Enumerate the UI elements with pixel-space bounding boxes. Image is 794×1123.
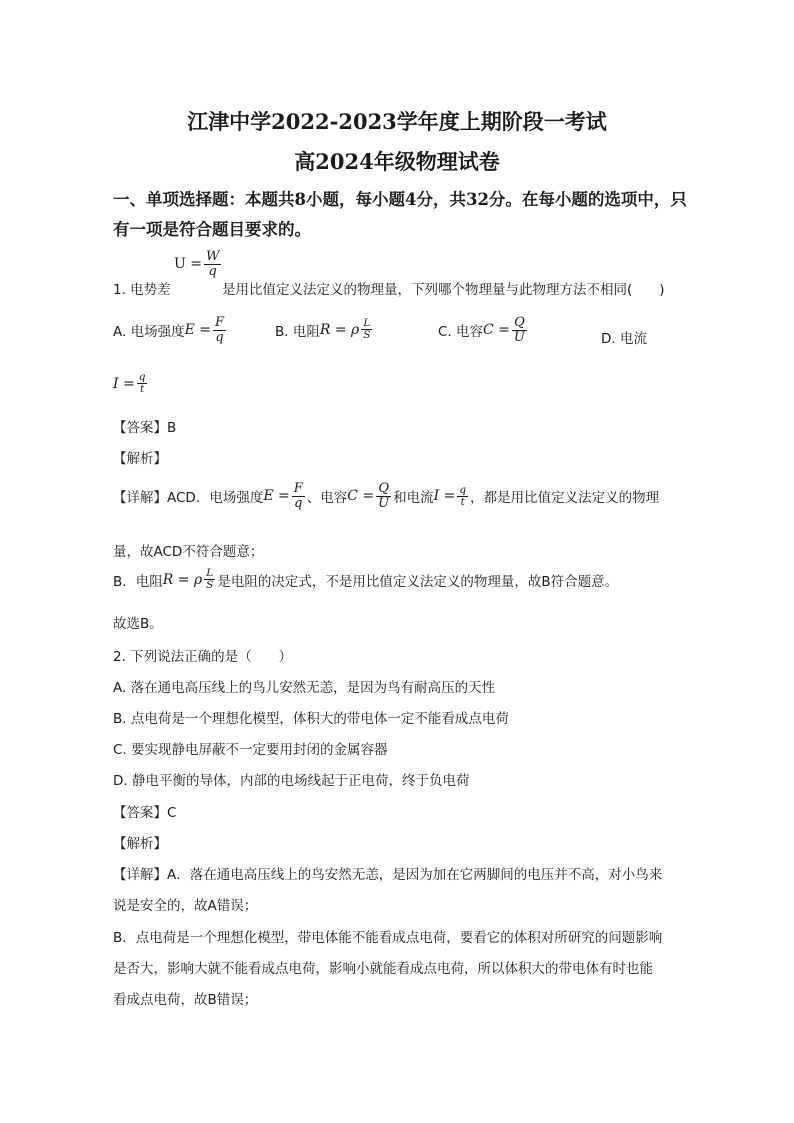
q1-answer: 【答案】B xyxy=(113,420,177,436)
q2-option-b: B. 点电荷是一个理想化模型，体积大的带电体一定不能看成点电荷 xyxy=(113,711,509,727)
q1-detail-b-den: S xyxy=(206,579,214,592)
q1-option-d-den: t xyxy=(139,383,145,396)
q1-detail-b-lhs: R = ρ xyxy=(162,571,203,588)
q2-detail-line2: 说是安全的，故A错误； xyxy=(113,898,258,914)
q1-detail-b-suffix: 是电阻的决定式，不是用比值定义法定义的物理量，故B符合题意。 xyxy=(217,573,619,590)
exam-title: 江津中学2022-2023学年度上期阶段一考试 xyxy=(187,109,607,134)
q1-detail-e-lhs: E = xyxy=(263,488,290,505)
q1-option-c-num: Q xyxy=(514,315,525,330)
q1-option-a-label: A. 电场强度 xyxy=(113,324,185,341)
q1-option-d-formula xyxy=(113,372,149,395)
q1-detail-b-num: L xyxy=(206,567,214,579)
q1-detail-line2: 量，故ACD不符合题意； xyxy=(113,544,264,560)
q1-option-a-lhs: E = xyxy=(184,322,211,339)
q1-option-d-num: q xyxy=(138,371,146,383)
q1-option-a-formula xyxy=(185,316,228,344)
q1-detail-part3: 和电流 xyxy=(393,490,434,507)
q1-detail-c-lhs: C = xyxy=(347,488,375,505)
q1-option-b-formula xyxy=(320,318,375,341)
section-heading-line1: 一、单项选择题：本题共8小题，每小题4分，共32分。在每小题的选项中，只 xyxy=(113,190,687,209)
q2-answer: 【答案】C xyxy=(113,805,177,821)
q1-option-c-formula xyxy=(483,316,529,344)
q1-detail-i-lhs: I = xyxy=(433,488,456,505)
q2-detail-line3: B．点电荷是一个理想化模型，带电体能不能看成点电荷，要看它的体积对所研究的问题影响 xyxy=(113,930,663,946)
q1-conclusion: 故选B。 xyxy=(113,616,163,632)
q2-detail-line1: 【详解】A．落在通电高压线上的鸟安然无恙，是因为加在它两脚间的电压并不高，对小鸟来 xyxy=(113,867,663,883)
q1-option-b-num: L xyxy=(363,317,371,329)
q2-option-a: A. 落在通电高压线上的鸟儿安然无恙，是因为鸟有耐高压的天性 xyxy=(113,680,496,696)
q1-option-c-label: C. 电容 xyxy=(438,324,484,341)
q2-option-d: D. 静电平衡的导体，内部的电场线起于正电荷，终于负电荷 xyxy=(113,773,470,789)
q1-option-c-lhs: C = xyxy=(483,322,510,339)
q1-detail-i-num: q xyxy=(459,483,467,496)
q1-detail-formula-e xyxy=(263,482,306,510)
q1-detail-part2: 、电容 xyxy=(306,490,348,507)
q1-option-a xyxy=(113,316,228,344)
q2-detail-line5: 看成点电荷，故B错误； xyxy=(113,992,258,1008)
q1-analysis-label: 【解析】 xyxy=(113,451,167,467)
q1-formula xyxy=(174,250,223,278)
q1-option-b-lhs: R = ρ xyxy=(319,321,360,338)
q1-detail-formula-c xyxy=(347,482,393,510)
q2-stem: 2. 下列说法正确的是（ ） xyxy=(113,649,293,665)
q2-analysis-label: 【解析】 xyxy=(113,836,167,852)
q1-detail-e-den: q xyxy=(294,495,303,511)
q1-detail-b-prefix: B．电阻 xyxy=(113,573,163,590)
q1-formula-lhs: U = xyxy=(174,256,202,273)
q1-formula-den: q xyxy=(208,263,217,279)
q2-detail-line4: 是否大，影响大就不能看成点电荷，影响小就能看成点电荷，所以体积大的带电体有时也能 xyxy=(113,961,653,977)
q1-detail-e-num: F xyxy=(293,481,303,496)
q1-detail-part1: 【详解】ACD．电场强度 xyxy=(113,490,264,507)
q1-formula-fraction xyxy=(204,250,221,278)
q1-option-b-label: B. 电阻 xyxy=(275,323,320,340)
q1-detail-c-den: U xyxy=(378,495,390,511)
q1-option-a-den: q xyxy=(215,329,224,345)
q1-option-a-num: F xyxy=(215,315,225,330)
q1-detail-b-formula xyxy=(163,568,218,591)
q1-detail-line1 xyxy=(113,482,659,510)
q1-detail-i-den: t xyxy=(460,495,465,508)
q1-formula-num: W xyxy=(205,249,220,264)
q1-detail-formula-i xyxy=(434,485,470,508)
q1-option-c-den: U xyxy=(513,329,525,345)
q1-detail-b-line xyxy=(113,568,618,591)
exam-subtitle: 高2024年级物理试卷 xyxy=(294,149,500,174)
q1-option-d-lhs: I = xyxy=(113,375,135,392)
q1-prefix: 1. 电势差 xyxy=(113,282,171,298)
q1-option-b-den: S xyxy=(363,329,371,342)
q1-option-c xyxy=(438,316,529,344)
q2-option-c: C. 要实现静电屏蔽不一定要用封闭的金属容器 xyxy=(113,742,388,758)
q1-stem: 是用比值定义法定义的物理量，下列哪个物理量与此物理方法不相同( ) xyxy=(222,282,665,298)
q1-option-d-label: D. 电流 xyxy=(601,331,647,347)
q1-option-b xyxy=(275,318,374,341)
section-heading-line2: 有一项是符合题目要求的。 xyxy=(113,220,311,239)
q1-detail-c-num: Q xyxy=(378,481,389,496)
q1-detail-part4: ，都是用比值定义法定义的物理 xyxy=(470,490,660,507)
